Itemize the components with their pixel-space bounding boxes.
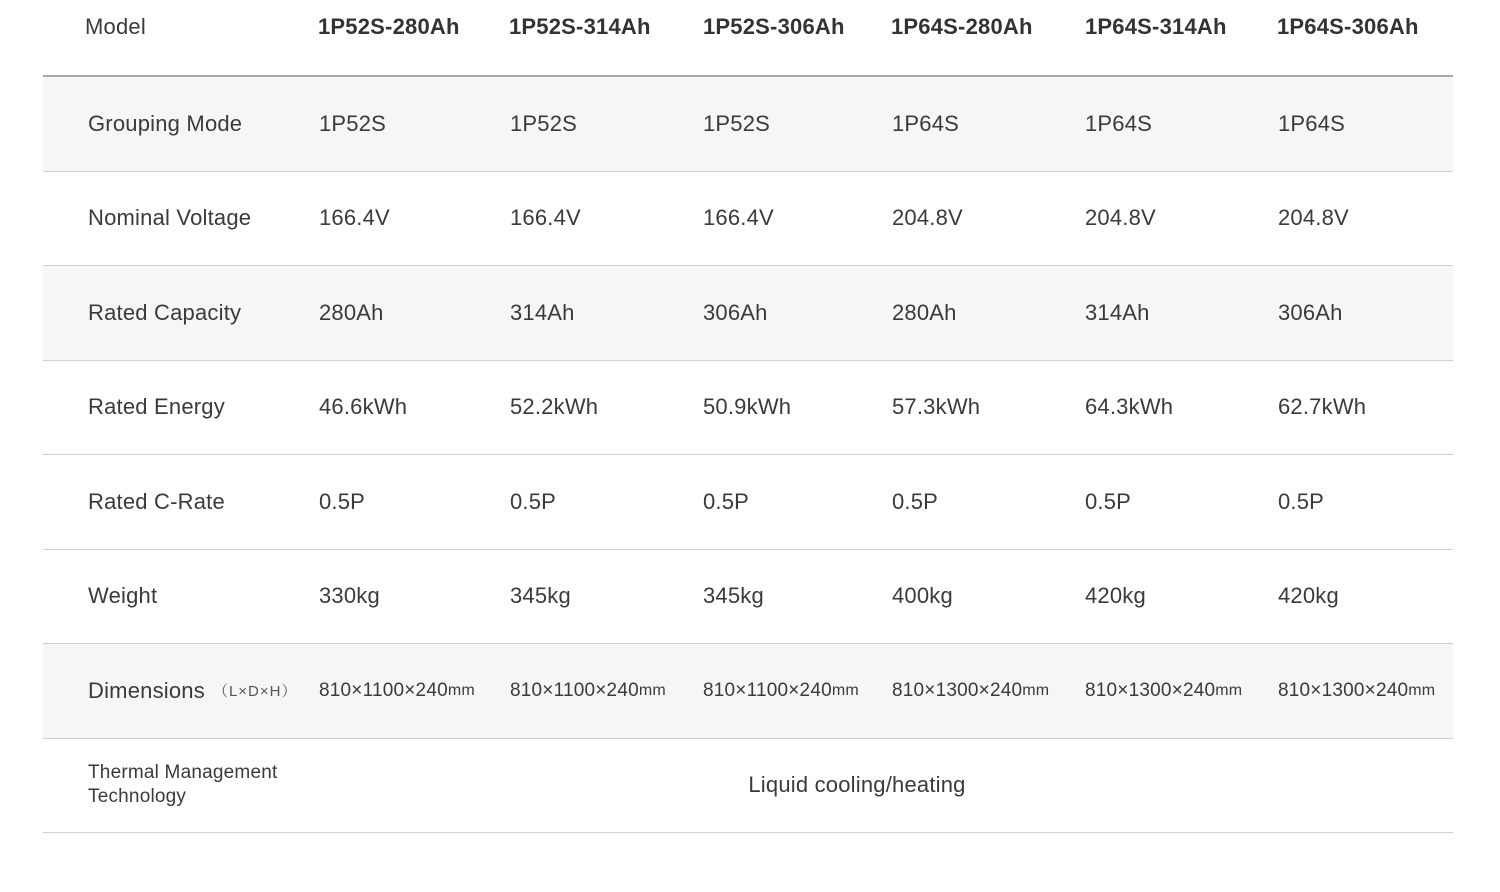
dimension-value: 810×1300×240 xyxy=(1278,679,1409,701)
table-cell: 0.5P xyxy=(319,488,366,514)
table-cell: 204.8V xyxy=(1085,205,1156,231)
table-cell: 0.5P xyxy=(1278,488,1325,514)
table-row-nominal-voltage xyxy=(43,172,1453,267)
dimension-value: 810×1300×240 xyxy=(892,679,1023,701)
table-row-rated-c-rate xyxy=(43,455,1453,550)
table-cell xyxy=(319,644,475,738)
table-row-weight xyxy=(43,550,1453,645)
table-cell: 1P52S xyxy=(510,110,578,136)
table-cell xyxy=(1085,644,1242,738)
model-name-3: 1P52S-306Ah xyxy=(703,14,845,39)
row-label: Weight xyxy=(88,583,158,609)
row-label xyxy=(88,644,297,738)
table-cell: 1P64S xyxy=(892,110,960,136)
table-cell: 1P52S xyxy=(703,110,771,136)
table-cell: 306Ah xyxy=(1278,299,1343,325)
table-cell: 420kg xyxy=(1085,583,1146,609)
table-cell: 62.7kWh xyxy=(1278,394,1367,420)
dimension-value: 810×1300×240 xyxy=(1085,679,1216,701)
thermal-label-line1: Thermal Management xyxy=(88,762,278,783)
table-cell: 166.4V xyxy=(510,205,581,231)
table-cell: 52.2kWh xyxy=(510,394,599,420)
table-cell: 166.4V xyxy=(703,205,774,231)
table-cell xyxy=(1278,644,1435,738)
dimension-unit: mm xyxy=(831,681,859,699)
row-label: Rated Energy xyxy=(88,394,225,420)
table-cell: 314Ah xyxy=(510,299,575,325)
table-cell: 0.5P xyxy=(1085,488,1132,514)
table-cell: 64.3kWh xyxy=(1085,394,1174,420)
dimension-unit: mm xyxy=(447,681,475,699)
dimension-value: 810×1100×240 xyxy=(510,679,639,701)
row-label: Rated C-Rate xyxy=(88,488,225,514)
table-cell xyxy=(510,644,666,738)
table-cell: 0.5P xyxy=(892,488,939,514)
specification-table xyxy=(43,0,1453,833)
dimensions-note: （L×D×H） xyxy=(212,683,298,701)
table-cell: 1P52S xyxy=(319,110,387,136)
model-name-1: 1P52S-280Ah xyxy=(318,14,460,39)
model-name-5: 1P64S-314Ah xyxy=(1085,14,1227,39)
dimension-unit: mm xyxy=(1215,681,1243,699)
table-cell: 420kg xyxy=(1278,583,1339,609)
table-cell: 0.5P xyxy=(703,488,750,514)
table-cell: 57.3kWh xyxy=(892,394,981,420)
model-name-6: 1P64S-306Ah xyxy=(1277,14,1419,39)
model-name-4: 1P64S-280Ah xyxy=(891,14,1033,39)
table-cell: 1P64S xyxy=(1278,110,1346,136)
row-label: Rated Capacity xyxy=(88,299,242,325)
model-name-2: 1P52S-314Ah xyxy=(509,14,651,39)
thermal-label-line2: Technology xyxy=(88,786,187,807)
table-row-thermal-management xyxy=(43,739,1453,833)
row-label: Nominal Voltage xyxy=(88,205,252,231)
table-cell: 204.8V xyxy=(892,205,963,231)
table-cell: 400kg xyxy=(892,583,953,609)
table-cell: 345kg xyxy=(510,583,571,609)
dimension-unit: mm xyxy=(638,681,666,699)
table-cell: 345kg xyxy=(703,583,764,609)
table-cell: 314Ah xyxy=(1085,299,1150,325)
table-cell: 306Ah xyxy=(703,299,768,325)
table-row-rated-energy xyxy=(43,361,1453,456)
model-header-label: Model xyxy=(85,14,146,39)
table-row-grouping-mode xyxy=(43,77,1453,172)
table-cell: 50.9kWh xyxy=(703,394,792,420)
thermal-value: Liquid cooling/heating xyxy=(748,772,966,797)
table-header-row xyxy=(43,0,1453,77)
table-cell: 1P64S xyxy=(1085,110,1153,136)
table-cell: 204.8V xyxy=(1278,205,1349,231)
table-cell xyxy=(892,644,1049,738)
row-label: Grouping Mode xyxy=(88,110,243,136)
dimension-unit: mm xyxy=(1408,681,1436,699)
table-cell: 166.4V xyxy=(319,205,390,231)
table-cell xyxy=(703,644,859,738)
table-row-rated-capacity xyxy=(43,266,1453,361)
dimension-value: 810×1100×240 xyxy=(703,679,832,701)
dimension-unit: mm xyxy=(1022,681,1050,699)
table-cell: 280Ah xyxy=(319,299,384,325)
dimensions-label: Dimensions xyxy=(88,677,205,703)
table-row-dimensions xyxy=(43,644,1453,739)
table-cell: 46.6kWh xyxy=(319,394,408,420)
table-cell: 330kg xyxy=(319,583,380,609)
dimension-value: 810×1100×240 xyxy=(319,679,448,701)
table-cell: 280Ah xyxy=(892,299,957,325)
table-cell: 0.5P xyxy=(510,488,557,514)
